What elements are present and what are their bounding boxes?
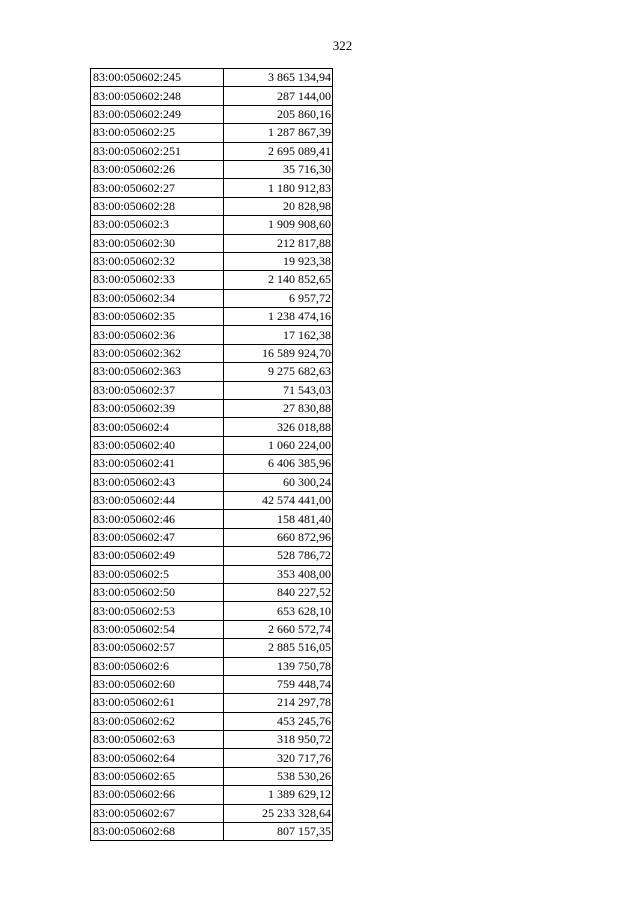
value-cell: 2 140 852,65	[224, 271, 333, 289]
cadastral-number-cell: 83:00:050602:5	[91, 565, 224, 583]
value-cell: 6 957,72	[224, 289, 333, 307]
value-cell: 320 717,76	[224, 749, 333, 767]
cadastral-number-cell: 83:00:050602:30	[91, 234, 224, 252]
value-cell: 318 950,72	[224, 731, 333, 749]
value-cell: 353 408,00	[224, 565, 333, 583]
value-cell: 6 406 385,96	[224, 455, 333, 473]
table-row	[91, 620, 333, 638]
table-row	[91, 308, 333, 326]
value-cell: 326 018,88	[224, 418, 333, 436]
table-row	[91, 326, 333, 344]
cadastral-number-cell: 83:00:050602:25	[91, 124, 224, 142]
table-row	[91, 639, 333, 657]
table-row	[91, 510, 333, 528]
table-row	[91, 289, 333, 307]
cadastral-number-cell: 83:00:050602:62	[91, 712, 224, 730]
cadastral-number-cell: 83:00:050602:28	[91, 197, 224, 215]
value-cell: 212 817,88	[224, 234, 333, 252]
cadastral-number-cell: 83:00:050602:43	[91, 473, 224, 491]
value-cell: 807 157,35	[224, 823, 333, 841]
cadastral-number-cell: 83:00:050602:6	[91, 657, 224, 675]
table-row	[91, 197, 333, 215]
cadastral-number-cell: 83:00:050602:64	[91, 749, 224, 767]
table-row	[91, 712, 333, 730]
value-cell: 60 300,24	[224, 473, 333, 491]
table-row	[91, 528, 333, 546]
cadastral-number-cell: 83:00:050602:248	[91, 87, 224, 105]
cadastral-number-cell: 83:00:050602:41	[91, 455, 224, 473]
table-row	[91, 657, 333, 675]
cadastral-number-cell: 83:00:050602:65	[91, 767, 224, 785]
value-cell: 3 865 134,94	[224, 69, 333, 87]
cadastral-number-cell: 83:00:050602:37	[91, 381, 224, 399]
table-row	[91, 142, 333, 160]
cadastral-number-cell: 83:00:050602:363	[91, 363, 224, 381]
table-row	[91, 823, 333, 841]
table-row	[91, 160, 333, 178]
cadastral-number-cell: 83:00:050602:46	[91, 510, 224, 528]
cadastral-number-cell: 83:00:050602:36	[91, 326, 224, 344]
table-body	[91, 69, 333, 841]
table-row	[91, 105, 333, 123]
value-cell: 16 589 924,70	[224, 344, 333, 362]
value-cell: 139 750,78	[224, 657, 333, 675]
cadastral-number-cell: 83:00:050602:49	[91, 547, 224, 565]
table-row	[91, 124, 333, 142]
cadastral-number-cell: 83:00:050602:3	[91, 216, 224, 234]
cadastral-number-cell: 83:00:050602:66	[91, 786, 224, 804]
value-cell: 528 786,72	[224, 547, 333, 565]
value-cell: 9 275 682,63	[224, 363, 333, 381]
cadastral-number-cell: 83:00:050602:26	[91, 160, 224, 178]
cadastral-number-cell: 83:00:050602:54	[91, 620, 224, 638]
cadastral-number-cell: 83:00:050602:57	[91, 639, 224, 657]
cadastral-number-cell: 83:00:050602:34	[91, 289, 224, 307]
page-number: 322	[332, 38, 353, 53]
cadastral-number-cell: 83:00:050602:251	[91, 142, 224, 160]
cadastral-number-cell: 83:00:050602:39	[91, 400, 224, 418]
value-cell: 1 389 629,12	[224, 786, 333, 804]
table-row	[91, 583, 333, 601]
value-cell: 158 481,40	[224, 510, 333, 528]
cadastral-number-cell: 83:00:050602:68	[91, 823, 224, 841]
table-row	[91, 694, 333, 712]
cadastral-number-cell: 83:00:050602:50	[91, 583, 224, 601]
value-cell: 17 162,38	[224, 326, 333, 344]
value-cell: 840 227,52	[224, 583, 333, 601]
cadastral-number-cell: 83:00:050602:32	[91, 252, 224, 270]
value-cell: 653 628,10	[224, 602, 333, 620]
table-row	[91, 344, 333, 362]
table-row	[91, 786, 333, 804]
cadastral-number-cell: 83:00:050602:60	[91, 675, 224, 693]
cadastral-number-cell: 83:00:050602:40	[91, 436, 224, 454]
value-cell: 1 180 912,83	[224, 179, 333, 197]
cadastral-number-cell: 83:00:050602:53	[91, 602, 224, 620]
cadastral-number-cell: 83:00:050602:27	[91, 179, 224, 197]
value-cell: 20 828,98	[224, 197, 333, 215]
value-cell: 42 574 441,00	[224, 491, 333, 509]
value-cell: 1 909 908,60	[224, 216, 333, 234]
cadastral-number-cell: 83:00:050602:67	[91, 804, 224, 822]
value-cell: 205 860,16	[224, 105, 333, 123]
table-row	[91, 381, 333, 399]
cadastral-number-cell: 83:00:050602:362	[91, 344, 224, 362]
table-row	[91, 675, 333, 693]
value-cell: 660 872,96	[224, 528, 333, 546]
table-row	[91, 491, 333, 509]
table-row	[91, 602, 333, 620]
cadastral-number-cell: 83:00:050602:63	[91, 731, 224, 749]
table-row	[91, 731, 333, 749]
value-cell: 538 530,26	[224, 767, 333, 785]
value-cell: 25 233 328,64	[224, 804, 333, 822]
value-cell: 27 830,88	[224, 400, 333, 418]
table-row	[91, 565, 333, 583]
value-cell: 71 543,03	[224, 381, 333, 399]
cadastral-number-cell: 83:00:050602:33	[91, 271, 224, 289]
cadastral-number-cell: 83:00:050602:4	[91, 418, 224, 436]
value-cell: 214 297,78	[224, 694, 333, 712]
cadastral-number-cell: 83:00:050602:47	[91, 528, 224, 546]
value-cell: 453 245,76	[224, 712, 333, 730]
value-cell: 2 695 089,41	[224, 142, 333, 160]
table-row	[91, 436, 333, 454]
value-cell: 759 448,74	[224, 675, 333, 693]
table-row	[91, 234, 333, 252]
table-row	[91, 69, 333, 87]
value-cell: 1 287 867,39	[224, 124, 333, 142]
cadastral-number-cell: 83:00:050602:44	[91, 491, 224, 509]
table-row	[91, 400, 333, 418]
table-row	[91, 363, 333, 381]
cadastral-number-cell: 83:00:050602:35	[91, 308, 224, 326]
value-cell: 287 144,00	[224, 87, 333, 105]
table-row	[91, 216, 333, 234]
table-row	[91, 767, 333, 785]
cadastral-number-cell: 83:00:050602:245	[91, 69, 224, 87]
cadastral-value-table	[90, 68, 333, 841]
table-row	[91, 179, 333, 197]
table-row	[91, 87, 333, 105]
value-cell: 2 885 516,05	[224, 639, 333, 657]
value-cell: 1 238 474,16	[224, 308, 333, 326]
table-row	[91, 455, 333, 473]
table-row	[91, 418, 333, 436]
table-row	[91, 271, 333, 289]
value-cell: 19 923,38	[224, 252, 333, 270]
value-cell: 1 060 224,00	[224, 436, 333, 454]
value-cell: 2 660 572,74	[224, 620, 333, 638]
table-row	[91, 804, 333, 822]
cadastral-number-cell: 83:00:050602:61	[91, 694, 224, 712]
table-row	[91, 749, 333, 767]
cadastral-number-cell: 83:00:050602:249	[91, 105, 224, 123]
value-cell: 35 716,30	[224, 160, 333, 178]
table-row	[91, 547, 333, 565]
table-row	[91, 252, 333, 270]
table-row	[91, 473, 333, 491]
